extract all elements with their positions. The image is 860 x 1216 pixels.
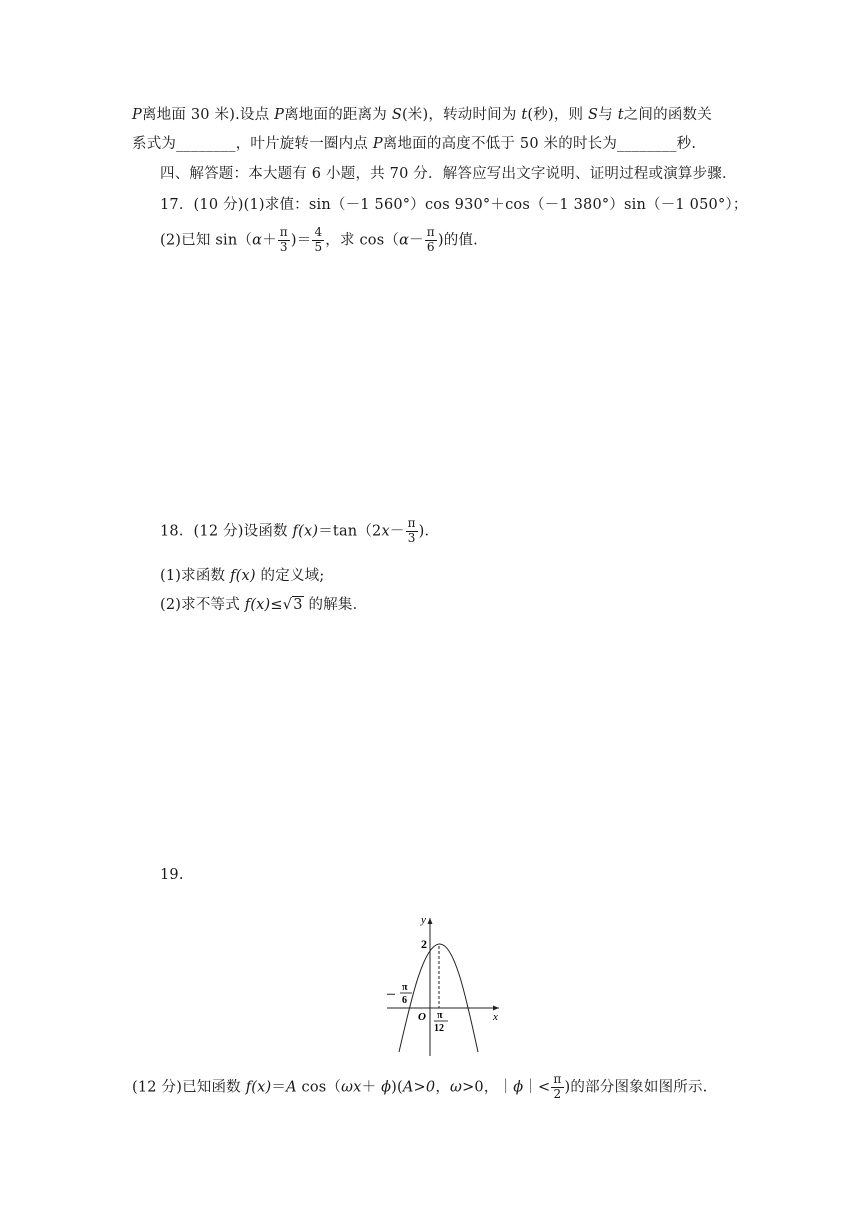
problem16-line1: P离地面 30 米).设点 P离地面的距离为 S(米)，转动时间为 t(秒)，则 S与 t之间的函数关 <box>132 107 712 123</box>
problem18-statement: 18．(12 分)设函数 f(x)＝tan（2x－ $\frac{\pi}{3}$ )． <box>160 516 440 545</box>
y-axis-label: y <box>421 914 426 926</box>
x-axis-label: x <box>493 1011 498 1023</box>
problem17-part1: 17．(10 分)(1)求值：sin（－1 560°）cos 930°＋cos（－1 380°）sin（－1 050°）； <box>160 197 748 213</box>
fraction-pi-over-6: $\frac{\pi}{6}$ <box>426 225 435 254</box>
x-axis-arrow-icon <box>493 1006 499 1011</box>
sqrt-3: √3 <box>282 597 303 613</box>
pi12-denominator: 12 <box>434 1023 444 1034</box>
problem18-q2: (2)求不等式 f(x)≤√3 的解集． <box>160 597 368 613</box>
problem17-part2: (2)已知 sin（α＋ $\frac{\pi}{3}$ )＝ $\frac{4}{5}$ ，求 cos（α－ $\frac{\pi}{6}$ )的值. <box>160 225 478 254</box>
neg-sign: － <box>386 990 396 1001</box>
fraction-pi-over-2: $\frac{\pi}{2}$ <box>553 1072 562 1101</box>
cosine-graph-figure <box>383 910 507 1058</box>
problem16-line2: 系式为________，叶片旋转一圈内点 P离地面的高度不低于 50 米的时长为________秒. <box>132 136 697 152</box>
fraction-4-over-5: $\frac{4}{5}$ <box>314 225 323 254</box>
neg-pi-denominator: 6 <box>402 995 407 1006</box>
fraction-pi-over-3: $\frac{\pi}{3}$ <box>279 225 288 254</box>
pi12-numerator: π <box>437 1010 443 1021</box>
neg-pi-numerator: π <box>402 982 408 993</box>
problem19-number: 19. <box>160 867 184 883</box>
origin-label: O <box>418 1011 426 1023</box>
max-value-label: 2 <box>421 937 427 951</box>
section-heading: 四、解答题：本大题有 6 小题，共 70 分．解答应写出文字说明、证明过程或演算步骤． <box>160 166 737 182</box>
problem18-q1: (1)求函数 f(x) 的定义域; <box>160 568 325 584</box>
y-axis-arrow-icon <box>428 918 433 924</box>
fraction-pi-over-3: $\frac{\pi}{3}$ <box>407 516 416 545</box>
problem19-statement: (12 分)已知函数 f(x)＝A cos（ωx＋ ϕ)(A>0，ω>0，｜ϕ｜< $\frac{\pi}{2}$ )的部分图象如图所示. <box>132 1072 708 1101</box>
